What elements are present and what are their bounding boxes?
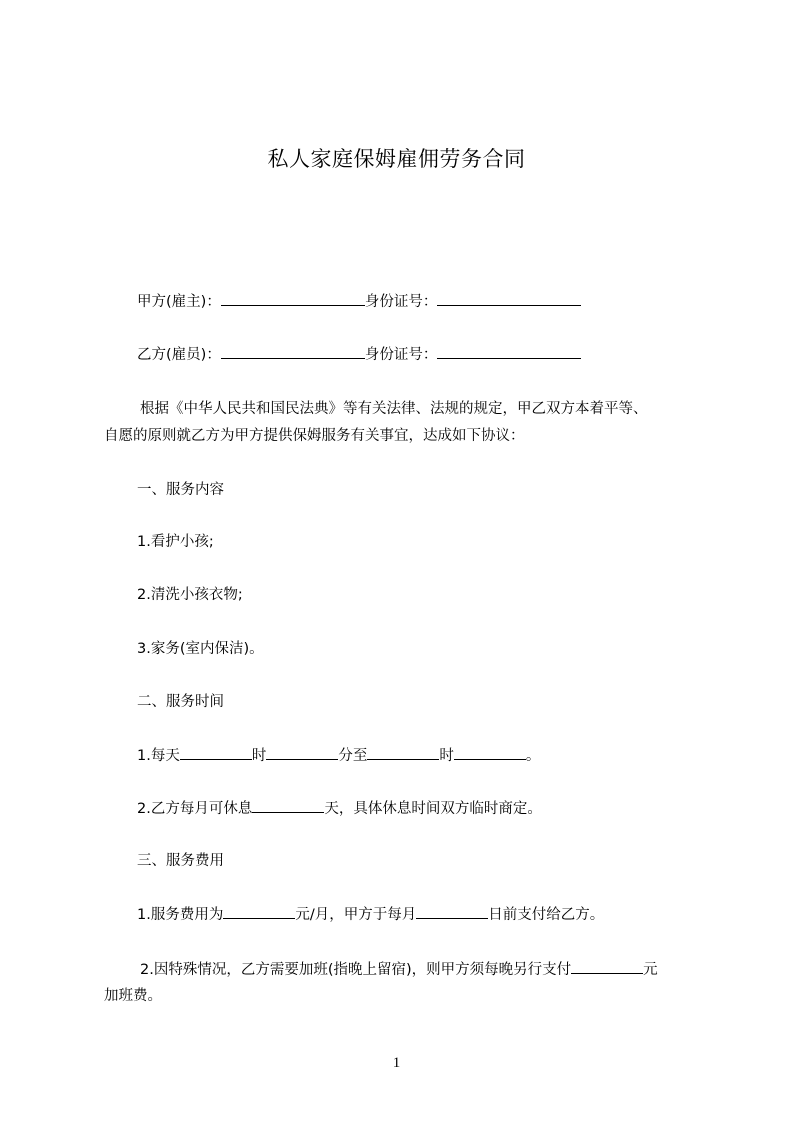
rest-days-blank <box>252 798 324 813</box>
payment-day-blank <box>416 904 488 919</box>
section-2-item-1 <box>137 745 540 766</box>
party-a-name-blank <box>221 291 365 306</box>
intro-line-2: 自愿的原则就乙方为甲方提供保姆服务有关事宜，达成如下协议： <box>104 428 525 444</box>
section-3-item-2 <box>140 959 658 980</box>
minute-to-label: 分至 <box>338 748 368 764</box>
section-1-item-1: 1.看护小孩; <box>137 534 214 550</box>
end-minute-blank <box>454 745 526 760</box>
start-hour-blank <box>180 745 252 760</box>
section-2-heading: 二、服务时间 <box>137 694 224 710</box>
party-a-line <box>137 291 581 312</box>
rest-days-prefix: 2.乙方每月可休息 <box>137 801 253 817</box>
page-number: 1 <box>392 1055 401 1071</box>
document-title: 私人家庭保姆雇佣劳务合同 <box>267 147 526 171</box>
fee-suffix: 日前支付给乙方。 <box>488 907 605 923</box>
section-1-heading: 一、服务内容 <box>137 482 224 498</box>
monthly-fee-blank <box>223 904 295 919</box>
section-2-item-2 <box>137 798 542 819</box>
intro-line-1: 根据《中华人民共和国民法典》等有关法律、法规的规定，甲乙双方本着平等、 <box>140 401 648 417</box>
start-minute-blank <box>266 745 338 760</box>
rest-days-suffix: 天，具体休息时间双方临时商定。 <box>324 801 542 817</box>
hour-label-1: 时 <box>251 748 267 764</box>
overtime-prefix: 2.因特殊情况，乙方需要加班(指晚上留宿)，则甲方须每晚另行支付 <box>140 962 572 978</box>
party-b-label: 乙方(雇员)： <box>137 347 221 363</box>
section-3-item-1 <box>137 904 604 925</box>
section-1-item-2: 2.清洗小孩衣物; <box>137 587 243 603</box>
fee-mid: 元/月，甲方于每月 <box>295 907 417 923</box>
fee-prefix: 1.服务费用为 <box>137 907 224 923</box>
party-b-id-label: 身份证号： <box>364 347 438 363</box>
party-a-id-label: 身份证号： <box>364 294 438 310</box>
section-1-item-3: 3.家务(室内保洁)。 <box>137 641 264 657</box>
section-3-heading: 三、服务费用 <box>137 853 224 869</box>
party-a-id-blank <box>437 291 581 306</box>
section-3-item-2-line-2: 加班费。 <box>104 988 162 1004</box>
end-hour-blank <box>367 745 439 760</box>
period-mark: 。 <box>525 748 541 764</box>
party-a-label: 甲方(雇主)： <box>137 294 221 310</box>
party-b-id-blank <box>437 344 581 359</box>
overtime-fee-blank <box>571 959 643 974</box>
hour-label-2: 时 <box>439 748 454 764</box>
work-hours-prefix: 1.每天 <box>137 748 180 764</box>
party-b-name-blank <box>221 344 365 359</box>
party-b-line <box>137 344 581 365</box>
overtime-suffix: 元 <box>643 962 658 978</box>
